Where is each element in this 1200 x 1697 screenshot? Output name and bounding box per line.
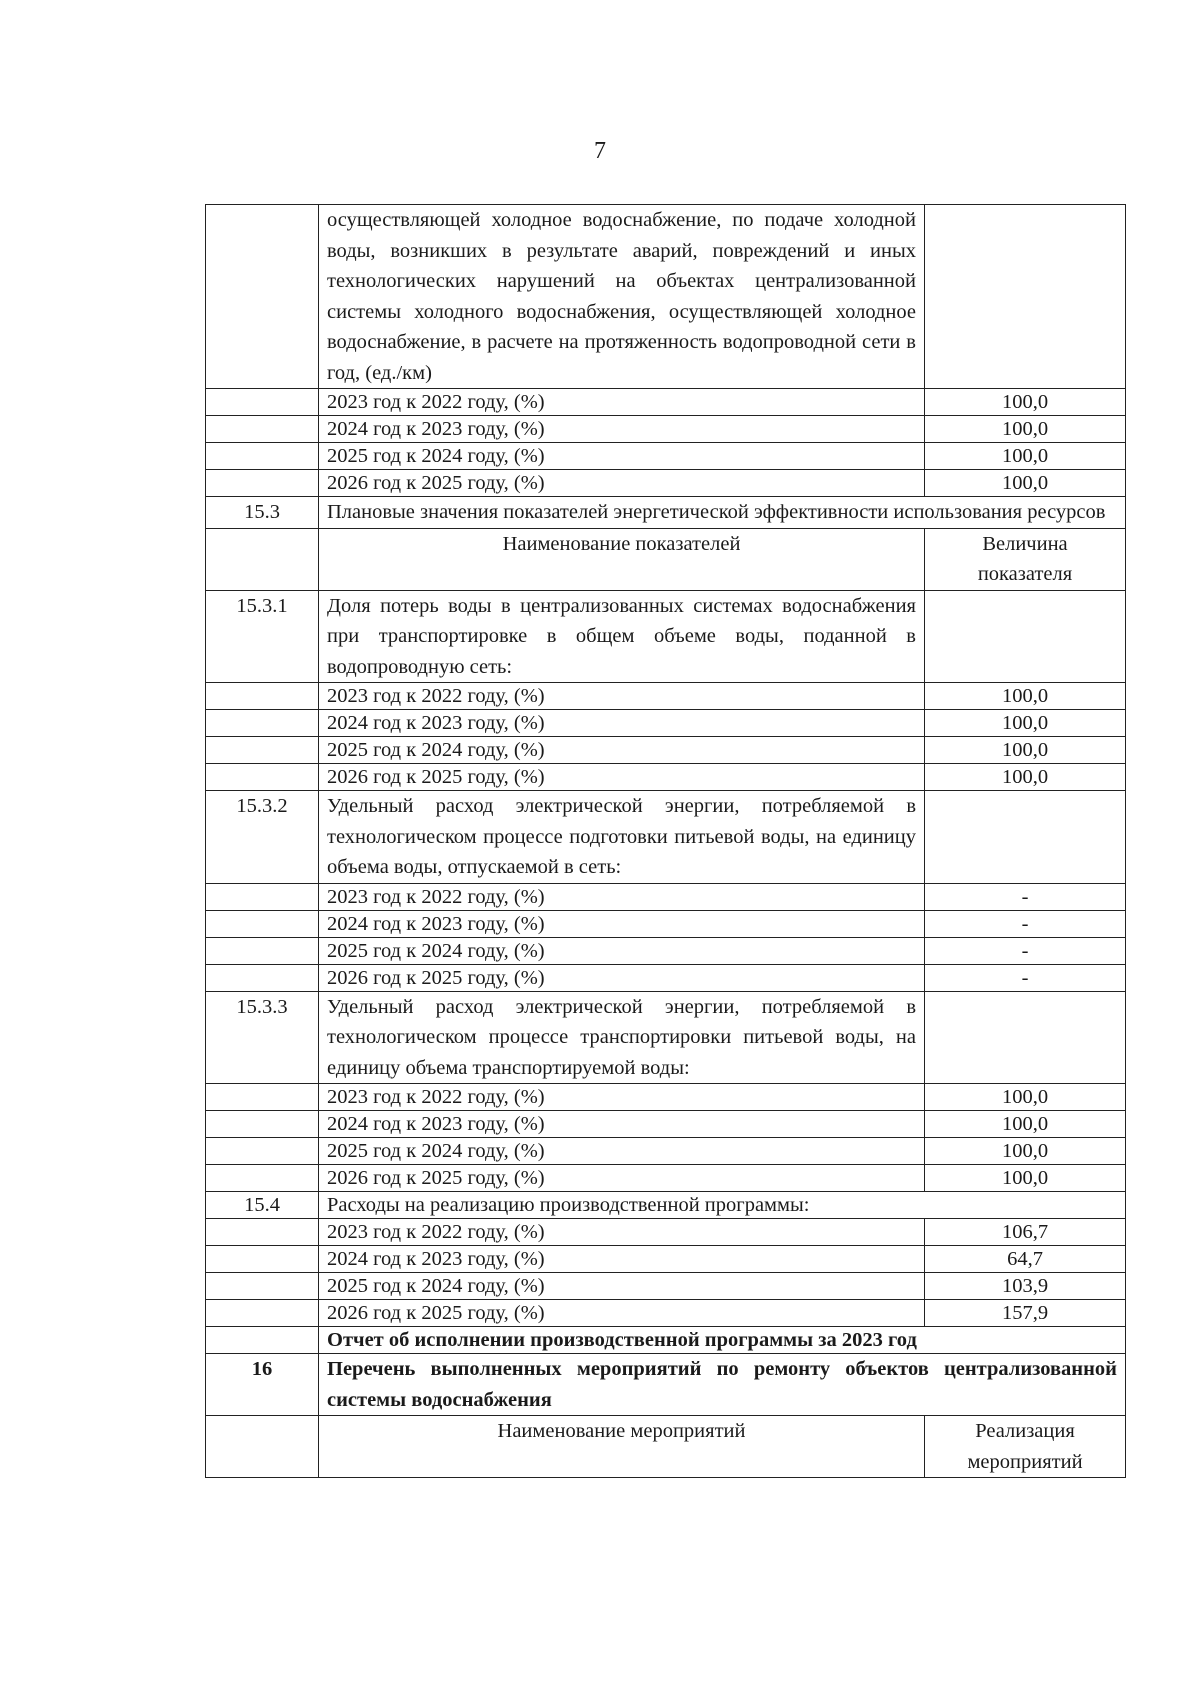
report-title-row	[206, 1327, 1126, 1354]
year-label: 2026 год к 2025 году, (%)	[319, 1165, 925, 1192]
indicator-text: осуществляющей холодное водоснабжение, по подаче холодной воды, возникших в результате аварий, повреждений и иных технологических нарушений на объектах централизованной системы холодного водоснабжения, осуществляющей холодное водоснабжение, в расчете на протяженность водопроводной сети в год, (ед./км)	[319, 205, 925, 389]
year-label: 2023 год к 2022 году, (%)	[319, 683, 925, 710]
section-number: 15.3.2	[206, 791, 319, 884]
program-table	[205, 204, 1126, 1478]
indicator-text: Удельный расход электрической энергии, потребляемой в технологическом процессе подготовки питьевой воды, на единицу объема воды, отпускаемой в сеть:	[319, 791, 925, 884]
year-label: 2026 год к 2025 году, (%)	[319, 964, 925, 991]
value-cell: 106,7	[925, 1219, 1126, 1246]
year-label: 2024 год к 2023 году, (%)	[319, 1246, 925, 1273]
table-row	[206, 1165, 1126, 1192]
number-cell	[206, 205, 319, 389]
year-label: 2025 год к 2024 году, (%)	[319, 737, 925, 764]
table-row	[206, 764, 1126, 791]
year-label: 2026 год к 2025 году, (%)	[319, 764, 925, 791]
indicator-row-15-3-2	[206, 791, 1126, 884]
section-number: 15.4	[206, 1192, 319, 1219]
section-number: 15.3.3	[206, 991, 319, 1084]
year-label: 2024 год к 2023 году, (%)	[319, 1111, 925, 1138]
table-row	[206, 910, 1126, 937]
report-title: Отчет об исполнении производственной программы за 2023 год	[319, 1327, 1126, 1354]
value-cell: 100,0	[925, 1165, 1126, 1192]
table-row	[206, 883, 1126, 910]
year-label: 2024 год к 2023 году, (%)	[319, 416, 925, 443]
column-header-row	[206, 528, 1126, 590]
year-label: 2023 год к 2022 году, (%)	[319, 389, 925, 416]
indicator-text: Доля потерь воды в централизованных системах водоснабжения при транспортировке в общем объеме воды, поданной в водопроводную сеть:	[319, 590, 925, 683]
value-cell: -	[925, 964, 1126, 991]
table-row	[206, 443, 1126, 470]
column-header-value: Величина показателя	[925, 528, 1126, 590]
section-number: 16	[206, 1354, 319, 1416]
year-label: 2023 год к 2022 году, (%)	[319, 1219, 925, 1246]
value-cell: 100,0	[925, 1111, 1126, 1138]
year-label: 2025 год к 2024 году, (%)	[319, 937, 925, 964]
section-number: 15.3	[206, 497, 319, 529]
year-label: 2023 год к 2022 году, (%)	[319, 1084, 925, 1111]
indicator-text: Расходы на реализацию производственной программы:	[319, 1192, 1126, 1219]
section-number: 15.3.1	[206, 590, 319, 683]
table-row	[206, 1273, 1126, 1300]
value-cell: 103,9	[925, 1273, 1126, 1300]
indicator-row-15-4	[206, 1192, 1126, 1219]
year-label: 2026 год к 2025 году, (%)	[319, 470, 925, 497]
value-cell: -	[925, 937, 1126, 964]
year-label: 2023 год к 2022 году, (%)	[319, 883, 925, 910]
table-row	[206, 710, 1126, 737]
year-label: 2025 год к 2024 году, (%)	[319, 1273, 925, 1300]
value-cell: 100,0	[925, 389, 1126, 416]
value-cell: 100,0	[925, 470, 1126, 497]
table-row	[206, 470, 1126, 497]
section-row-16	[206, 1354, 1126, 1416]
table-row	[206, 389, 1126, 416]
section-row-15-3	[206, 497, 1126, 529]
value-cell: 100,0	[925, 710, 1126, 737]
table-row	[206, 205, 1126, 389]
value-cell: 100,0	[925, 416, 1126, 443]
value-cell: -	[925, 883, 1126, 910]
year-label: 2025 год к 2024 году, (%)	[319, 1138, 925, 1165]
year-label: 2026 год к 2025 году, (%)	[319, 1300, 925, 1327]
table-row	[206, 1111, 1126, 1138]
table-row	[206, 1084, 1126, 1111]
table-row	[206, 1300, 1126, 1327]
indicator-row-15-3-3	[206, 991, 1126, 1084]
value-cell: 100,0	[925, 443, 1126, 470]
year-label: 2024 год к 2023 году, (%)	[319, 710, 925, 737]
value-cell: -	[925, 910, 1126, 937]
column-header-name: Наименование мероприятий	[319, 1416, 925, 1478]
value-cell: 100,0	[925, 683, 1126, 710]
section-title: Перечень выполненных мероприятий по ремонту объектов централизованной системы водоснабжения	[319, 1354, 1126, 1416]
table-row	[206, 1246, 1126, 1273]
column-header-name: Наименование показателей	[319, 528, 925, 590]
section-title: Плановые значения показателей энергетической эффективности использования ресурсов	[319, 497, 1126, 529]
value-cell: 64,7	[925, 1246, 1126, 1273]
page-number: 7	[594, 138, 606, 164]
table-row	[206, 1219, 1126, 1246]
table-row	[206, 1138, 1126, 1165]
column-header-value: Реализация мероприятий	[925, 1416, 1126, 1478]
table-row	[206, 683, 1126, 710]
value-cell: 100,0	[925, 764, 1126, 791]
value-cell	[925, 205, 1126, 389]
year-label: 2024 год к 2023 году, (%)	[319, 910, 925, 937]
table-row	[206, 416, 1126, 443]
value-cell: 100,0	[925, 1138, 1126, 1165]
value-cell: 100,0	[925, 737, 1126, 764]
column-header-row	[206, 1416, 1126, 1478]
value-cell: 157,9	[925, 1300, 1126, 1327]
indicator-row-15-3-1	[206, 590, 1126, 683]
table-row	[206, 964, 1126, 991]
indicator-text: Удельный расход электрической энергии, потребляемой в технологическом процессе транспортировки питьевой воды, на единицу объема транспортируемой воды:	[319, 991, 925, 1084]
table-row	[206, 737, 1126, 764]
year-label: 2025 год к 2024 году, (%)	[319, 443, 925, 470]
value-cell: 100,0	[925, 1084, 1126, 1111]
table-row	[206, 937, 1126, 964]
